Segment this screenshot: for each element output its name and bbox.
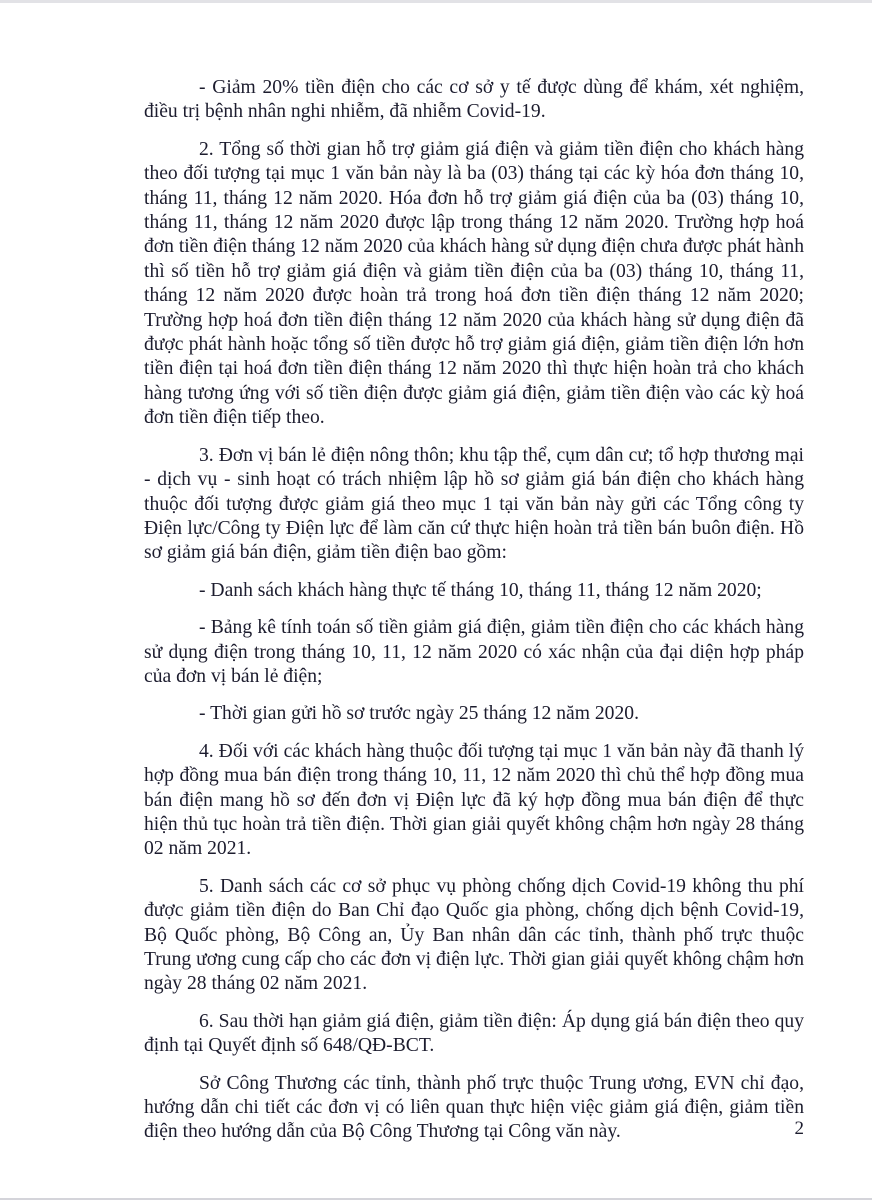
paragraph-closing: Sở Công Thương các tỉnh, thành phố trực thuộc Trung ương, EVN chỉ đạo, hướng dẫn chi tiết các đơn vị có liên quan thực hiện việc giảm giá điện, giảm tiền điện theo hướng dẫn của Bộ Công Thương tại Công văn này. [144, 1072, 804, 1143]
paragraph-section-4: 4. Đối với các khách hàng thuộc đối tượng tại mục 1 văn bản này đã thanh lý hợp đồng mua bán điện trong tháng 10, 11, 12 năm 2020 thì chủ thể hợp đồng mua bán điện mang hồ sơ đến đơn vị Điện lực đã ký hợp đồng mua bán điện để thực hiện thủ tục hoàn trả tiền điện. Thời gian giải quyết không chậm hơn ngày 28 tháng 02 năm 2021. [144, 740, 804, 860]
paragraph-section-3: 3. Đơn vị bán lẻ điện nông thôn; khu tập thể, cụm dân cư; tổ hợp thương mại - dịch vụ - sinh hoạt có trách nhiệm lập hồ sơ giảm giá bán điện cho khách hàng thuộc đối tượng được giảm giá theo mục 1 tại văn bản này gửi các Tổng công ty Điện lực/Công ty Điện lực để làm căn cứ thực hiện hoàn trả tiền bán buôn điện. Hồ sơ giảm giá bán điện, giảm tiền điện bao gồm: [144, 444, 804, 564]
paragraph-section-2: 2. Tổng số thời gian hỗ trợ giảm giá điện và giảm tiền điện cho khách hàng theo đối tượng tại mục 1 văn bản này là ba (03) tháng tại các kỳ hóa đơn tháng 10, tháng 11, tháng 12 năm 2020. Hóa đơn hỗ trợ giảm giá điện của ba (03) tháng 10, tháng 11, tháng 12 năm 2020 được lập trong tháng 12 năm 2020. Trường hợp hoá đơn tiền điện tháng 12 năm 2020 của khách hàng sử dụng điện chưa được phát hành thì số tiền hỗ trợ giảm giá điện và giảm tiền điện của ba (03) tháng 10, tháng 11, tháng 12 năm 2020 được hoàn trả trong hoá đơn tiền điện tháng 12 năm 2020; Trường hợp hoá đơn tiền điện tháng 12 năm 2020 của khách hàng sử dụng điện đã được phát hành hoặc tổng số tiền được hỗ trợ giảm giá điện, giảm tiền điện lớn hơn tiền điện tại hoá đơn tiền điện tháng 12 năm 2020 thì thực hiện hoàn trả cho khách hàng tương ứng với số tiền điện được giảm giá điện, giảm tiền điện vào các kỳ hoá đơn tiền điện tiếp theo. [144, 138, 804, 429]
page-number: 2 [794, 1118, 804, 1139]
paragraph-medical-discount: - Giảm 20% tiền điện cho các cơ sở y tế được dùng để khám, xét nghiệm, điều trị bệnh nhân nghi nhiễm, đã nhiễm Covid-19. [144, 77, 804, 123]
paragraph-section-6: 6. Sau thời hạn giảm giá điện, giảm tiền điện: Áp dụng giá bán điện theo quy định tại Quyết định số 648/QĐ-BCT. [144, 1010, 804, 1057]
paragraph-calculation-table: - Bảng kê tính toán số tiền giảm giá điện, giảm tiền điện cho các khách hàng sử dụng điện trong tháng 10, 11, 12 năm 2020 có xác nhận của đại diện hợp pháp của đơn vị bán lẻ điện; [144, 617, 804, 687]
paragraph-section-5: 5. Danh sách các cơ sở phục vụ phòng chống dịch Covid-19 không thu phí được giảm tiền điện do Ban Chỉ đạo Quốc gia phòng, chống dịch bệnh Covid-19, Bộ Quốc phòng, Bộ Công an, Ủy Ban nhân dân các tỉnh, thành phố trực thuộc Trung ương cung cấp cho các đơn vị điện lực. Thời gian giải quyết không chậm hơn ngày 28 tháng 02 năm 2021. [144, 875, 804, 995]
top-border [0, 0, 872, 3]
paragraph-customer-list: - Danh sách khách hàng thực tế tháng 10, tháng 11, tháng 12 năm 2020; [199, 579, 762, 601]
document-body [144, 76, 804, 1158]
paragraph-submission-deadline: - Thời gian gửi hồ sơ trước ngày 25 tháng 12 năm 2020. [199, 703, 639, 725]
